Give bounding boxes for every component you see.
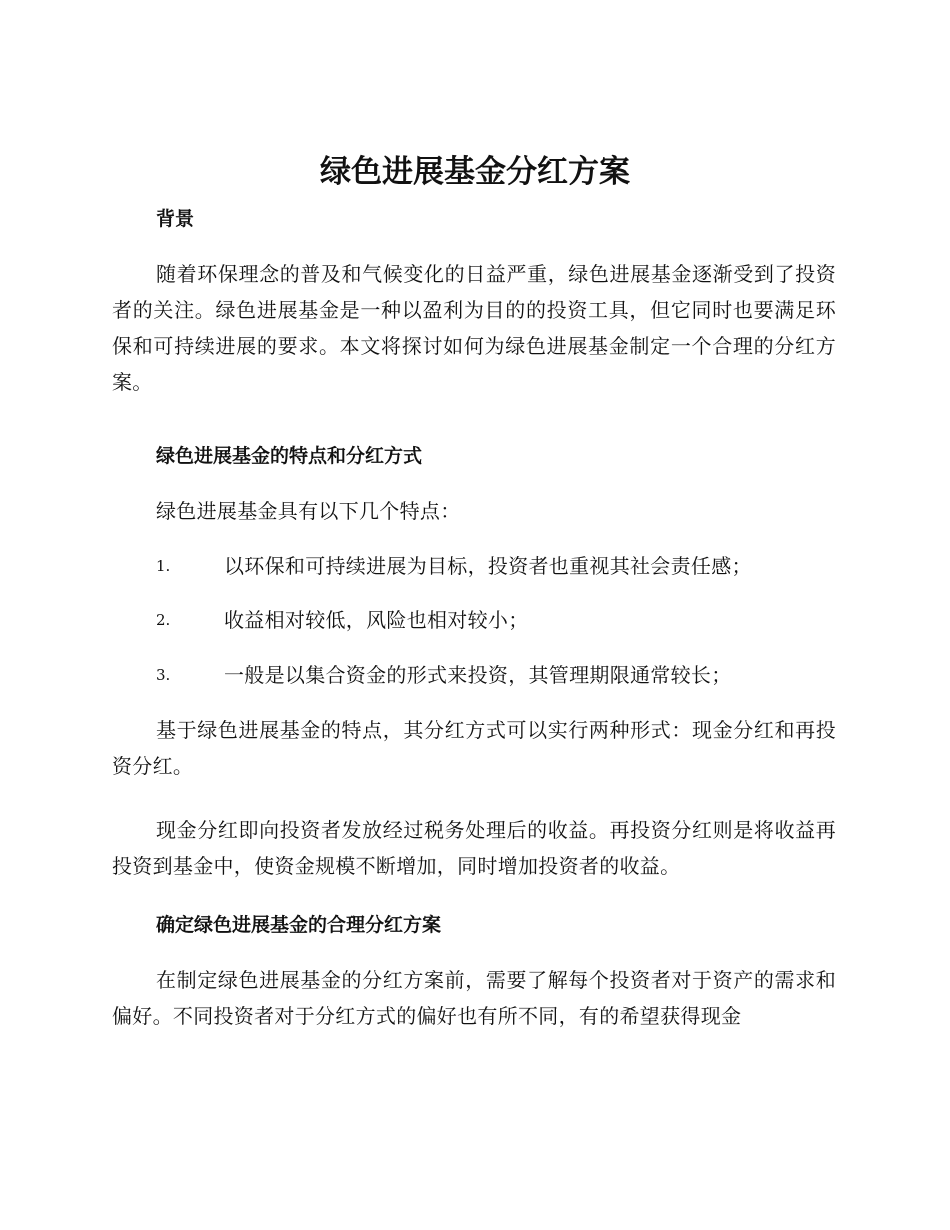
list-item [156, 548, 836, 584]
paragraph-dividend-forms: 基于绿色进展基金的特点，其分红方式可以实行两种形式：现金分红和再投资分红。 [112, 718, 836, 778]
list-item-number: 2. [156, 611, 171, 629]
paragraph-background: 随着环保理念的普及和气候变化的日益严重，绿色进展基金逐渐受到了投资者的关注。绿色进展基金是一种以盈利为目的的投资工具，但它同时也要满足环保和可持续进展的要求。本文将探讨如何为绿色进展基金制定一个合理的分红方案。 [112, 262, 836, 394]
list-item-text: 一般是以集合资金的形式来投资，其管理期限通常较长； [224, 663, 732, 687]
list-item-number: 3. [156, 666, 171, 684]
list-item-text: 收益相对较低，风险也相对较小； [224, 608, 529, 632]
paragraph-plan: 在制定绿色进展基金的分红方案前，需要了解每个投资者对于资产的需求和偏好。不同投资者对于分红方式的偏好也有所不同，有的希望获得现金 [112, 968, 836, 1028]
list-item-text: 以环保和可持续进展为目标，投资者也重视其社会责任感； [224, 554, 752, 578]
section-heading-plan: 确定绿色进展基金的合理分红方案 [156, 914, 442, 936]
section-heading-background: 背景 [156, 208, 195, 230]
section-heading-features: 绿色进展基金的特点和分红方式 [156, 445, 423, 467]
list-item [156, 657, 836, 693]
paragraph-features-intro: 绿色进展基金具有以下几个特点： [156, 499, 461, 523]
list-item [156, 602, 836, 638]
document-title: 绿色进展基金分红方案 [320, 154, 630, 190]
list-item-number: 1. [156, 557, 171, 575]
paragraph-dividend-types: 现金分红即向投资者发放经过税务处理后的收益。再投资分红则是将收益再投资到基金中，使资金规模不断增加，同时增加投资者的收益。 [112, 818, 836, 878]
